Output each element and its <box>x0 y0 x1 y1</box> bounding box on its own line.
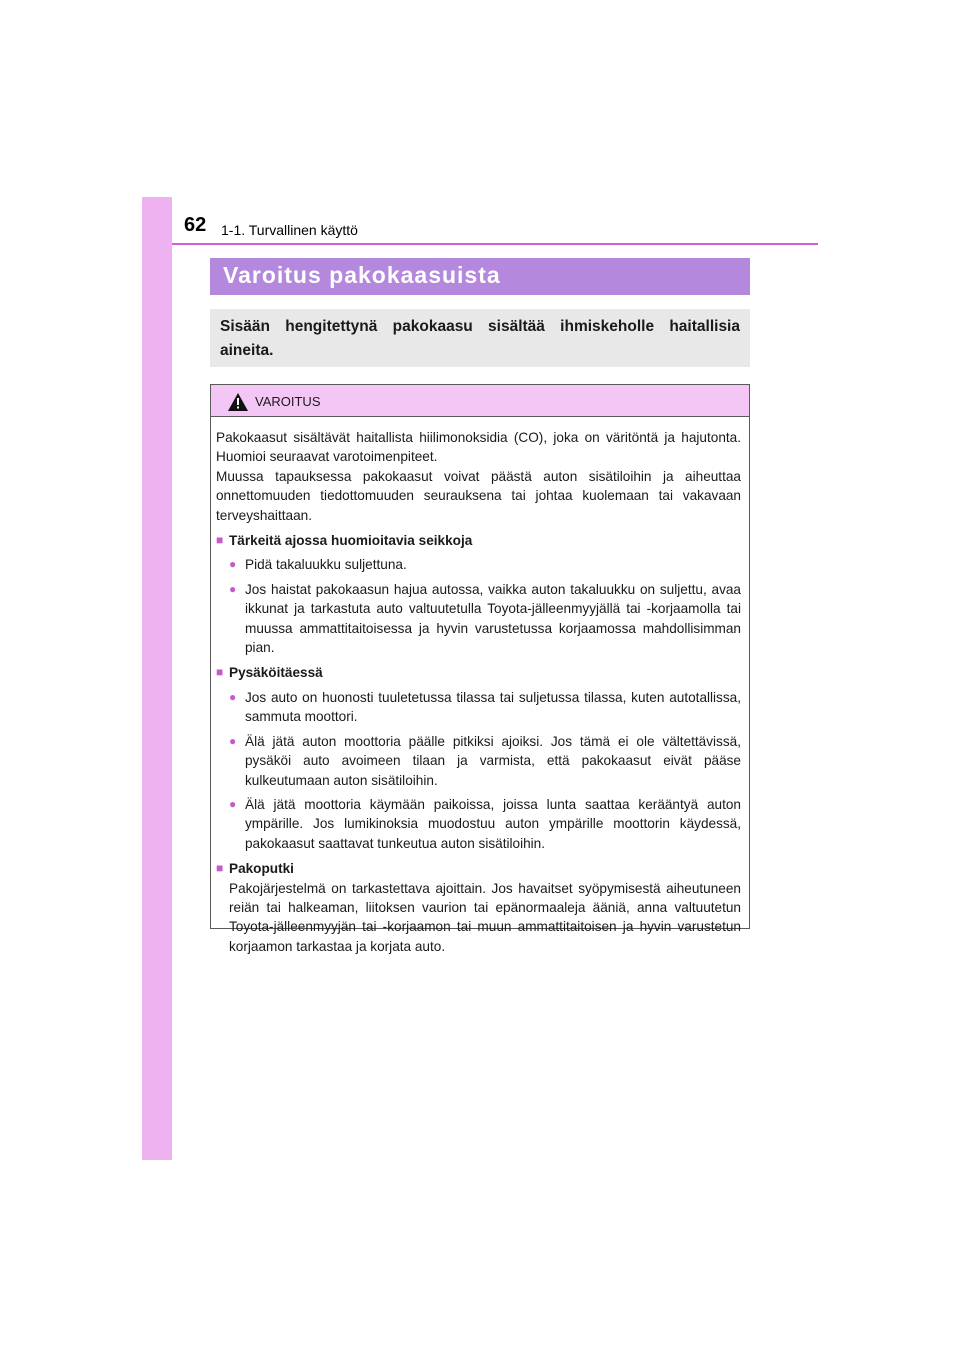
list-item <box>216 580 741 658</box>
intro-box <box>210 309 750 367</box>
warning-paragraph-2: Muussa tapauksessa pakokaasut voivat päästä auton sisätiloihin ja aiheuttaa onnettomuuden tiedottomuuden seurauksena tai johtaa kuolemaan tai vakavaan terveyshaittaan. <box>216 468 741 523</box>
square-bullet-icon: ■ <box>216 665 224 680</box>
list-item-text: Jos haistat pakokaasun hajua autossa, vaikka auton takaluukku on suljettu, avaa ikkunat ja tarkastuta auto valtuutetulla Toyota-jälleenmyyjällä tai -korjaamolla tai muussa ammattitaitoisessa ja hyvin varustetussa korjaamossa mahdollisimman pian. <box>245 581 741 656</box>
warning-header <box>211 385 749 417</box>
list-item <box>216 688 741 727</box>
round-bullet-icon: ● <box>229 733 237 748</box>
section-banner <box>210 258 750 295</box>
subsection-heading <box>216 859 741 878</box>
round-bullet-icon: ● <box>229 557 237 572</box>
intro-text: Sisään hengitettynä pakokaasu sisältää ihmiskeholle haitallisia aineita. <box>220 318 740 359</box>
warning-body <box>211 417 749 956</box>
warning-label: VAROITUS <box>255 394 321 409</box>
subsection-text: Pakojärjestelmä on tarkastettava ajoittain. Jos havaitset syöpymisestä aiheutuneen reiän tai halkeaman, liitoksen vaurion tai epänormaaleja ääniä, anna valtuutetun Toyota-jälleenmyyjän tai -korjaamon tai muun ammattitaitoisen ja hyvin varustetun korjaamon tarkastaa ja korjata auto. <box>229 880 741 954</box>
subsection-title: Tärkeitä ajossa huomioitavia seikkoja <box>229 533 473 549</box>
list-item <box>216 555 741 574</box>
warning-box <box>210 384 750 954</box>
square-bullet-icon: ■ <box>216 533 224 548</box>
list-item-text: Pidä takaluukku suljettuna. <box>245 557 407 573</box>
list-item <box>216 732 741 790</box>
round-bullet-icon: ● <box>229 796 237 811</box>
list-item-text: Älä jätä moottoria käymään paikoissa, joissa lunta saattaa kerääntyä auton ympärille. Jos lumikinoksia muodostuu auton ympärille moottorin käydessä, pakokaasut saattavat tunkeutua auton sisätiloihin. <box>245 796 741 851</box>
subsection-heading <box>216 663 741 682</box>
header-divider <box>172 243 818 245</box>
warning-triangle-icon <box>228 393 248 411</box>
side-tab-strip <box>142 197 172 1160</box>
section-title: Varoitus pakokaasuista <box>223 262 501 288</box>
page-number: 62 <box>184 214 207 236</box>
subsection-heading <box>216 531 741 550</box>
subsection-title: Pakoputki <box>229 861 294 877</box>
subsection-title: Pysäköitäessä <box>229 665 323 681</box>
list-item <box>216 795 741 853</box>
list-item-text: Älä jätä auton moottoria päälle pitkiksi ajoiksi. Jos tämä ei ole vältettävissä, pysäköi auto avoimeen tilaan ja varmista, että pakokaasut eivät pääse kulkeutumaan auton sisätiloihin. <box>245 733 741 788</box>
square-bullet-icon: ■ <box>216 861 224 876</box>
list-item-text: Jos auto on huonosti tuuletetussa tilassa tai suljetussa tilassa, kuten autotallissa, sammuta moottori. <box>245 689 741 725</box>
round-bullet-icon: ● <box>229 581 237 596</box>
round-bullet-icon: ● <box>229 689 237 704</box>
chapter-title: 1-1. Turvallinen käyttö <box>221 222 358 238</box>
warning-paragraph-1: Pakokaasut sisältävät haitallista hiilimonoksidia (CO), joka on väritöntä ja hajutonta. Huomioi seuraavat varotoimenpiteet. <box>216 430 741 465</box>
